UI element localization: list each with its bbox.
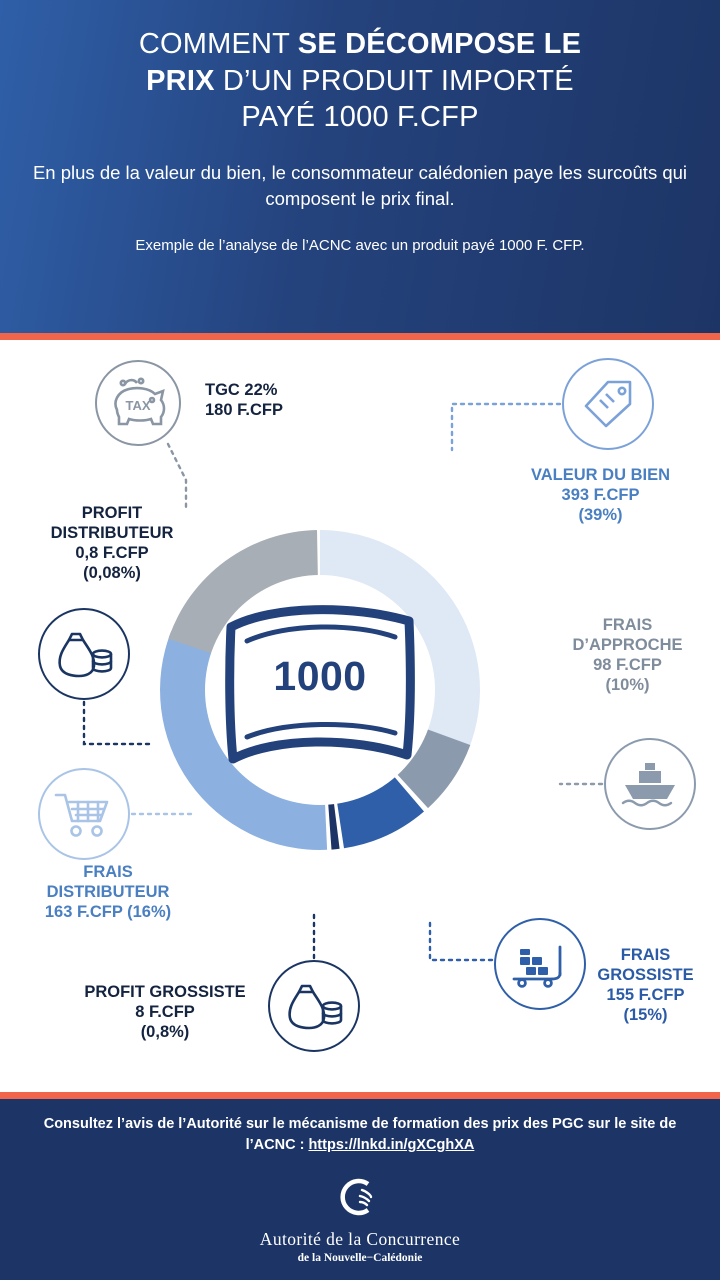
title-line-2-bold: PRIX: [146, 64, 215, 97]
label-profit-grossiste: [50, 982, 280, 1042]
label-profit-distributeur-line1: PROFIT: [81, 504, 143, 522]
label-frais-approche-line4: (10%): [605, 676, 650, 695]
label-tgc-line1: TGC 22%: [205, 381, 278, 399]
label-profit-distributeur-line4: (0,08%): [83, 564, 141, 583]
svg-text:TAX: TAX: [125, 398, 151, 413]
label-frais-grossiste: [578, 945, 713, 1026]
logo-name: Autorité de la Concurrence: [259, 1229, 461, 1249]
footer-text: [0, 1092, 720, 1156]
label-valeur-du-bien-line1: VALEUR DU BIEN: [530, 466, 671, 484]
cargo-ship-icon: [604, 738, 696, 830]
title-line-1-bold: SE DÉCOMPOSE LE: [297, 28, 582, 60]
label-tgc-line2: 180 F.CFP: [205, 401, 283, 420]
price-tag-icon: [562, 358, 654, 450]
label-tgc: [205, 380, 395, 420]
logo-subtitle: de la Nouvelle−Calédonie: [297, 1252, 423, 1264]
shopping-cart-icon: [38, 768, 130, 860]
authority-logo-icon: [334, 1174, 386, 1220]
title-line-3: PAYÉ 1000 F.CFP: [241, 101, 479, 134]
title-line-2-plain: D’UN PRODUIT IMPORTÉ: [214, 64, 574, 97]
page-title: [26, 26, 694, 136]
footer-text-part1: Consultez l’avis de l’Autorité sur le mécanisme de formation des prix des PGC sur le site de l’ACNC :: [43, 1116, 677, 1154]
label-valeur-du-bien-line3: (39%): [578, 506, 623, 525]
header-accent-rule: [0, 333, 720, 340]
logo-block: [0, 1174, 720, 1264]
label-frais-distributeur-line3: 163 F.CFP (16%): [44, 903, 172, 922]
label-valeur-du-bien-line2: 393 F.CFP: [561, 486, 640, 505]
header-note: Exemple de l’analyse de l’ACNC avec un produit payé 1000 F. CFP.: [135, 237, 585, 255]
label-frais-grossiste-line1: FRAIS: [620, 946, 671, 964]
pallet-truck-icon: [494, 918, 586, 1010]
chart-area: [0, 340, 720, 1092]
footer: [0, 1092, 720, 1280]
label-frais-distributeur: [8, 862, 208, 922]
header-subtitle: En plus de la valeur du bien, le consommateur calédonien paye les surcoûts qui composent le prix final.: [32, 161, 688, 210]
label-profit-grossiste-line3: (0,8%): [140, 1023, 190, 1042]
money-bag-coins-icon-distributeur: [38, 608, 130, 700]
label-profit-grossiste-line1: PROFIT GROSSISTE: [84, 983, 246, 1001]
label-frais-approche-line1: FRAIS: [602, 616, 653, 634]
label-profit-grossiste-line2: 8 F.CFP: [135, 1003, 195, 1022]
label-frais-grossiste-line3: 155 F.CFP: [606, 986, 685, 1005]
label-profit-distributeur-line3: 0,8 F.CFP: [75, 544, 149, 563]
center-amount: 1000: [273, 653, 367, 699]
footer-accent-rule: [0, 1092, 720, 1099]
donut-chart: [155, 525, 485, 855]
header: [0, 0, 720, 340]
label-frais-approche-line3: 98 F.CFP: [593, 656, 662, 675]
piggy-bank-tax-icon: [95, 360, 181, 446]
label-frais-distributeur-line1: FRAIS: [83, 863, 133, 881]
label-frais-approche-line2: D’APPROCHE: [572, 636, 683, 655]
money-bag-coins-icon-grossiste: [268, 960, 360, 1052]
label-frais-grossiste-line2: GROSSISTE: [597, 966, 694, 985]
acnc-link[interactable]: https://lnkd.in/gXCghXA: [308, 1137, 475, 1154]
label-profit-distributeur: [22, 503, 202, 584]
title-line-1-plain: COMMENT: [138, 28, 298, 60]
label-valeur-du-bien: [498, 465, 703, 525]
label-frais-distributeur-line2: DISTRIBUTEUR: [46, 883, 170, 902]
label-profit-distributeur-line2: DISTRIBUTEUR: [50, 524, 174, 543]
label-frais-approche: [540, 615, 715, 696]
label-frais-grossiste-line4: (15%): [623, 1006, 668, 1025]
